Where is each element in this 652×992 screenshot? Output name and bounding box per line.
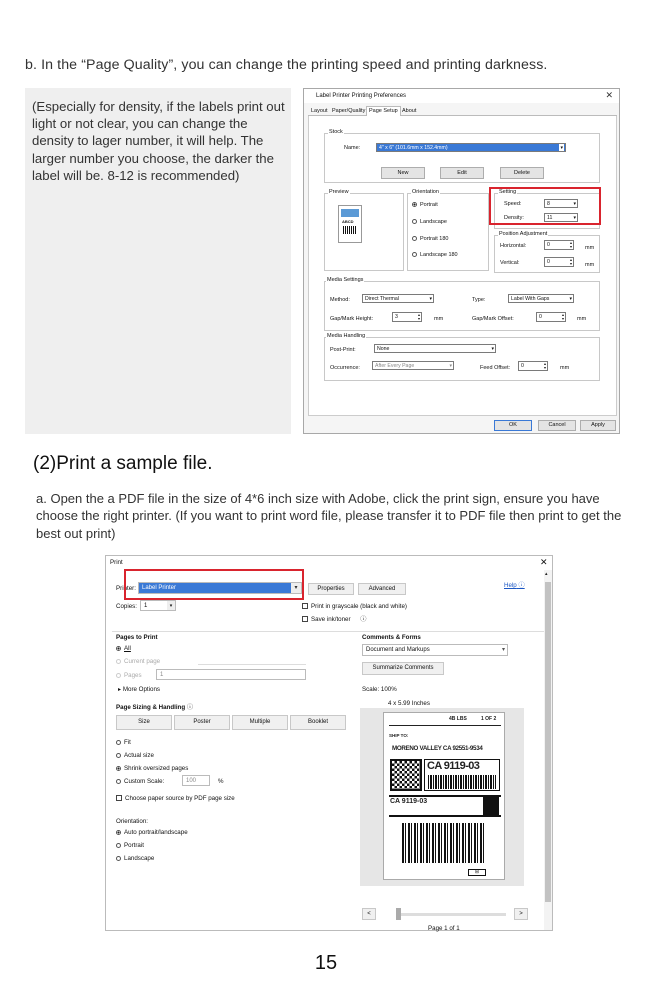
tab-page-setup[interactable]: Page Setup [366, 106, 401, 116]
gap-height-spinner[interactable] [392, 312, 422, 322]
portrait-radio[interactable] [116, 842, 144, 850]
advanced-button[interactable]: Advanced [358, 583, 406, 595]
checkbox-icon [302, 603, 308, 609]
intro-text: b. In the “Page Quality”, you can change the printing speed and printing darkness. [25, 57, 548, 73]
actual-size-radio[interactable] [116, 752, 154, 760]
landscape-label: Landscape [124, 855, 155, 862]
name-label: Name: [344, 145, 361, 151]
radio-icon [412, 252, 417, 257]
help-link[interactable] [504, 582, 525, 590]
shrink-label: Shrink oversized pages [124, 765, 189, 772]
chevron-down-icon: ▾ [429, 296, 432, 302]
current-page-radio[interactable] [116, 658, 160, 666]
radio-icon [116, 673, 121, 678]
chevron-down-icon: ▾ [573, 201, 576, 207]
copies-spinner[interactable] [140, 600, 176, 611]
custom-scale-value: 100 [186, 778, 197, 784]
grayscale-label: Print in grayscale (black and white) [311, 603, 407, 610]
orientation-portrait-label: Portrait [420, 202, 438, 208]
method-value: Direct Thermal [365, 296, 399, 302]
postprint-select[interactable] [374, 344, 496, 353]
delete-button[interactable]: Delete [500, 167, 544, 179]
density-note: (Especially for density, if the labels print out light or not clear, you can change the density to lager number, it will help. The larger number you choose, the darker the label will be. 8-12 is recommended) [32, 99, 285, 183]
barcode-large [402, 823, 486, 863]
printer-label: Printer: [116, 585, 136, 592]
paper-source-checkbox[interactable] [116, 795, 235, 803]
horizontal-unit: mm [585, 245, 595, 251]
preview-page [383, 712, 505, 880]
vertical-unit: mm [585, 262, 595, 268]
orientation-landscape-label: Landscape [420, 219, 447, 225]
properties-button[interactable]: Properties [308, 583, 354, 595]
chevron-down-icon: ▾ [573, 215, 576, 221]
tab-layout[interactable]: Layout [311, 108, 328, 114]
dialog-title: Label Printer Printing Preferences [316, 93, 407, 99]
stock-group-label: Stock [329, 129, 343, 135]
feed-offset-spinner[interactable] [518, 361, 548, 371]
landscape-radio[interactable] [116, 855, 154, 863]
gap-height-unit: mm [434, 316, 444, 322]
chevron-down-icon: ▾ [569, 296, 572, 302]
orientation-landscape-180-label: Landscape 180 [420, 252, 458, 258]
divider [112, 631, 548, 632]
orientation-landscape-180[interactable] [412, 252, 458, 259]
paper-source-label: Choose paper source by PDF page size [125, 795, 235, 802]
current-page-label: Current page [124, 658, 161, 665]
spinner-icon: ▴ ▾ [543, 361, 546, 370]
label-weight: 4B LBS [449, 716, 467, 722]
radio-icon [412, 202, 417, 207]
occurrence-label: Occurrence: [330, 365, 360, 371]
preview-group [324, 193, 404, 271]
checkbox-icon [302, 616, 308, 622]
edit-button[interactable]: Edit [440, 167, 484, 179]
close-icon[interactable]: ✕ [540, 557, 548, 567]
ok-button[interactable]: OK [494, 420, 532, 431]
orientation-group-label: Orientation [412, 189, 439, 195]
setting-highlight-box [489, 187, 601, 225]
gap-height-value: 3 [395, 314, 398, 320]
scale-label: Scale: 100% [362, 686, 397, 693]
radio-icon [116, 779, 121, 784]
caret-right-icon: ▸ [118, 686, 122, 693]
fit-label: Fit [124, 739, 131, 746]
orientation-title: Orientation: [116, 818, 148, 825]
position-group-label: Position Adjustment [499, 231, 548, 237]
info-icon: ⓘ [186, 704, 194, 711]
gap-offset-unit: mm [577, 316, 587, 322]
paper-size-label: 4 x 5.99 Inches [388, 700, 430, 707]
page-sizing-text: Page Sizing & Handling [116, 704, 186, 711]
chevron-down-icon: ▾ [449, 363, 452, 369]
spinner-icon: ▴ ▾ [561, 312, 564, 321]
cancel-button[interactable]: Cancel [538, 420, 576, 431]
radio-icon [116, 766, 121, 771]
saveink-checkbox[interactable] [302, 616, 366, 624]
ca-code: CA 9119-03 [427, 760, 480, 772]
scrollbar[interactable] [544, 570, 552, 930]
more-options-label: More Options [122, 686, 160, 693]
feed-offset-label: Feed Offset: [480, 365, 511, 371]
custom-scale-radio[interactable] [116, 778, 164, 786]
pages-label: Pages [124, 672, 142, 679]
more-options-toggle[interactable] [118, 686, 160, 694]
occurrence-value: After Every Page [375, 363, 415, 369]
feed-offset-value: 0 [521, 363, 524, 369]
pages-to-print-title: Pages to Print [116, 634, 158, 641]
radio-icon [116, 830, 121, 835]
tab-paper-quality[interactable]: Paper/Quality [332, 108, 366, 114]
speed-value: 8 [547, 201, 550, 207]
qr-code [390, 759, 422, 791]
portrait-label: Portrait [124, 842, 144, 849]
printer-value: Label Printer [142, 585, 177, 591]
all-label: All [124, 645, 131, 652]
comments-select[interactable] [362, 644, 508, 656]
chevron-down-icon: ▾ [560, 145, 563, 151]
all-radio[interactable] [116, 645, 131, 653]
grayscale-checkbox[interactable] [302, 603, 407, 611]
page-slider-handle[interactable] [396, 908, 401, 920]
page-number: 15 [314, 952, 338, 974]
preview-group-label: Preview [329, 189, 349, 195]
poster-tab[interactable]: Poster [174, 715, 230, 730]
checkbox-icon [116, 795, 122, 801]
help-icon: ⓘ [518, 582, 525, 589]
percent-label: % [218, 778, 224, 785]
type-select[interactable] [508, 294, 574, 303]
apply-button[interactable]: Apply [580, 420, 616, 431]
media-handling-label: Media Handling [327, 333, 366, 339]
density-label: Density: [504, 215, 524, 221]
chevron-down-icon: ▾ [491, 346, 494, 352]
gap-offset-value: 0 [539, 314, 542, 320]
preview-label-text: ABCD [342, 219, 354, 224]
media-settings-group [324, 281, 600, 331]
booklet-tab[interactable]: Booklet [290, 715, 346, 730]
gap-offset-label: Gap/Mark Offset: [472, 316, 514, 322]
radio-icon [116, 659, 121, 664]
method-label: Method: [330, 297, 350, 303]
instruction-paragraph: a. Open the a PDF file in the size of 4*6 inch size with Adobe, click the print sign, ensure you have choose the right printer. (If you want to print word file, please transfer it to PDF file then print to get the best out print) [36, 491, 622, 541]
orientation-portrait[interactable] [412, 202, 438, 209]
vertical-spinner[interactable] [544, 257, 574, 267]
spinner-icon: ▴ ▾ [569, 257, 572, 266]
copies-label: Copies: [116, 603, 137, 610]
stock-name-select[interactable] [376, 143, 566, 152]
orientation-landscape[interactable] [412, 219, 447, 226]
stock-name-value: 4" x 6" (101.6mm x 152.4mm) [379, 145, 448, 151]
summarize-comments-button[interactable]: Summarize Comments [362, 662, 444, 675]
label-header [389, 716, 501, 726]
printing-preferences-dialog [303, 88, 620, 434]
setting-group-label: Setting [499, 189, 517, 195]
radio-icon [116, 843, 121, 848]
black-block [483, 797, 499, 815]
comments-value: Document and Markups [366, 647, 430, 653]
city-line: MORENO VALLEY CA 92551-9534 [392, 745, 483, 752]
page-sizing-title [116, 704, 193, 712]
custom-scale-label: Custom Scale: [124, 778, 165, 785]
vertical-label: Vertical: [500, 260, 520, 266]
page-info: Page 1 of 1 [428, 925, 460, 932]
prev-page-button[interactable]: < [362, 908, 376, 920]
radio-icon [116, 856, 121, 861]
radio-icon [116, 740, 121, 745]
divider [198, 664, 306, 665]
postprint-value: None [377, 346, 390, 352]
horizontal-label: Horizontal: [500, 243, 527, 249]
pages-radio[interactable] [116, 672, 142, 680]
new-button[interactable]: New [381, 167, 425, 179]
horizontal-value: 0 [547, 242, 550, 248]
density-value: 11 [547, 215, 553, 221]
ca-box [424, 759, 500, 791]
saveink-label: Save ink/toner [311, 616, 351, 623]
chevron-down-icon: ▾ [291, 583, 301, 593]
auto-orientation-radio[interactable] [116, 829, 188, 837]
spinner-icon: ▴ ▾ [569, 240, 572, 249]
spinner-icon: ▴ ▾ [417, 312, 420, 321]
help-link-text: Help [504, 582, 517, 589]
ship-to-label: SHIP TO: [389, 733, 409, 738]
page-slider[interactable] [396, 913, 506, 916]
auto-orientation-label: Auto portrait/landscape [124, 829, 188, 836]
tab-bar [308, 106, 617, 116]
close-icon[interactable]: ✕ [605, 90, 613, 100]
size-tab[interactable]: Size [116, 715, 172, 730]
pages-input-value: 1 [160, 672, 164, 678]
info-icon: ⓘ [360, 616, 367, 623]
orientation-portrait-180-label: Portrait 180 [420, 236, 449, 242]
barcode-small [428, 775, 496, 789]
gap-height-label: Gap/Mark Height: [330, 316, 374, 322]
scrollbar-up-icon[interactable]: ▴ [545, 571, 548, 577]
preview-label-image [338, 205, 362, 243]
footer-logo: ⊞ [468, 869, 486, 876]
radio-icon [116, 753, 121, 758]
comments-forms-title: Comments & Forms [362, 634, 421, 641]
type-label: Type: [472, 297, 486, 303]
printer-highlight-box [124, 569, 304, 600]
occurrence-select[interactable] [372, 361, 454, 370]
fit-radio[interactable] [116, 739, 131, 747]
section-heading: (2)Print a sample file. [33, 453, 213, 474]
feed-offset-unit: mm [560, 365, 570, 371]
print-dialog [105, 555, 553, 931]
method-select[interactable] [362, 294, 434, 303]
chevron-down-icon: ▾ [501, 647, 505, 653]
scrollbar-thumb[interactable] [545, 582, 551, 902]
gap-offset-spinner[interactable] [536, 312, 566, 322]
label-count: 1 OF 2 [481, 716, 497, 722]
radio-icon [412, 236, 417, 241]
tab-about[interactable]: About [402, 108, 417, 114]
vertical-value: 0 [547, 259, 550, 265]
next-page-button[interactable]: > [514, 908, 528, 920]
shrink-radio[interactable] [116, 765, 188, 773]
type-value: Label With Gaps [511, 296, 550, 302]
media-settings-label: Media Settings [327, 277, 364, 283]
horizontal-spinner[interactable] [544, 240, 574, 250]
actual-size-label: Actual size [124, 752, 154, 759]
chevron-down-icon: ▾ [167, 601, 175, 610]
print-dialog-title: Print [110, 559, 123, 566]
multiple-tab[interactable]: Multiple [232, 715, 288, 730]
speed-label: Speed: [504, 201, 522, 207]
custom-scale-input[interactable] [182, 775, 210, 786]
radio-icon [116, 646, 121, 651]
postprint-label: Post-Print: [330, 347, 356, 353]
orientation-portrait-180[interactable] [412, 236, 448, 243]
dialog-titlebar [304, 89, 619, 103]
tracking-band [389, 795, 501, 817]
copies-value: 1 [144, 603, 148, 609]
ca-code-2: CA 9119-03 [390, 798, 428, 805]
radio-icon [412, 219, 417, 224]
pages-input[interactable] [156, 669, 306, 680]
